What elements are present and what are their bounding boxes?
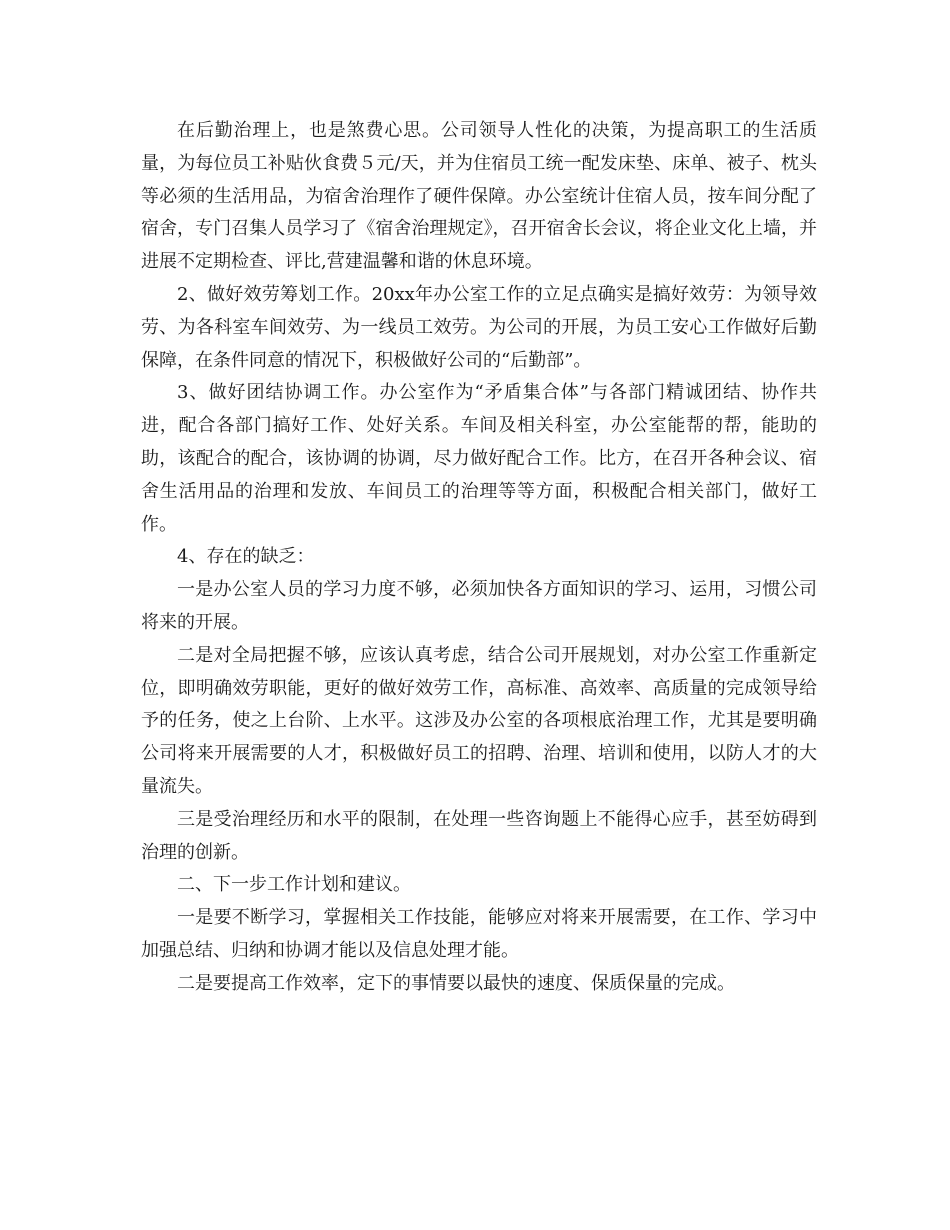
paragraph-logistics-management: 在后勤治理上，也是煞费心思。公司领导人性化的决策，为提高职工的生活质量，为每位员工补贴伙食费５元/天，并为住宿员工统一配发床垫、床单、被子、枕头等必须的生活用品，为宿舍治理作了硬件保障。办公室统计住宿人员，按车间分配了宿舍，专门召集人员学习了《宿舍治理规定》，召开宿舍长会议，将企业文化上墙，并进展不定期检查、评比,营建温馨和谐的休息环境。 [141, 120, 817, 273]
paragraph-service-planning: 2、做好效劳筹划工作。20xx年办公室工作的立足点确实是搞好效劳：为领导效劳、为各科室车间效劳、为一线员工效劳。为公司的开展，为员工安心工作做好后勤保障，在条件同意的情况下，积极做好公司的“后勤部”。 [141, 283, 817, 371]
paragraph-next-plan-heading: 二、下一步工作计划和建议。 [177, 874, 411, 896]
paragraph-shortcomings-heading: 4、存在的缺乏： [177, 546, 315, 568]
paragraph-shortcoming-learning: 一是办公室人员的学习力度不够，必须加快各方面知识的学习、运用，习惯公司将来的开展。 [141, 579, 817, 633]
paragraph-shortcoming-experience: 三是受治理经历和水平的限制，在处理一些咨询题上不能得心应手，甚至妨碍到治理的创新。 [141, 808, 817, 863]
paragraph-plan-learning: 一是要不断学习，掌握相关工作技能，能够应对将来开展需要，在工作、学习中加强总结、归纳和协调才能以及信息处理才能。 [141, 907, 817, 961]
paragraph-coordination: 3、做好团结协调工作。办公室作为“矛盾集合体”与各部门精诚团结、协作共进，配合各部门搞好工作、处好关系。车间及相关科室，办公室能帮的帮，能助的助，该配合的配合，该协调的协调，尽力做好配合工作。比方，在召开各种会议、宿舍生活用品的治理和发放、车间员工的治理等等方面，积极配合相关部门，做好工作。 [141, 382, 817, 535]
document-body [141, 115, 817, 1001]
paragraph-plan-efficiency: 二是要提高工作效率，定下的事情要以最快的速度、保质保量的完成。 [177, 972, 735, 994]
paragraph-shortcoming-overall: 二是对全局把握不够，应该认真考虑，结合公司开展规划，对办公室工作重新定位，即明确效劳职能，更好的做好效劳工作，高标准、高效率、高质量的完成领导给予的任务，使之上台阶、上水平。这涉及办公室的各项根底治理工作，尤其是要明确公司将来开展需要的人才，积极做好员工的招聘、治理、培训和使用，以防人才的大量流失。 [141, 644, 817, 797]
